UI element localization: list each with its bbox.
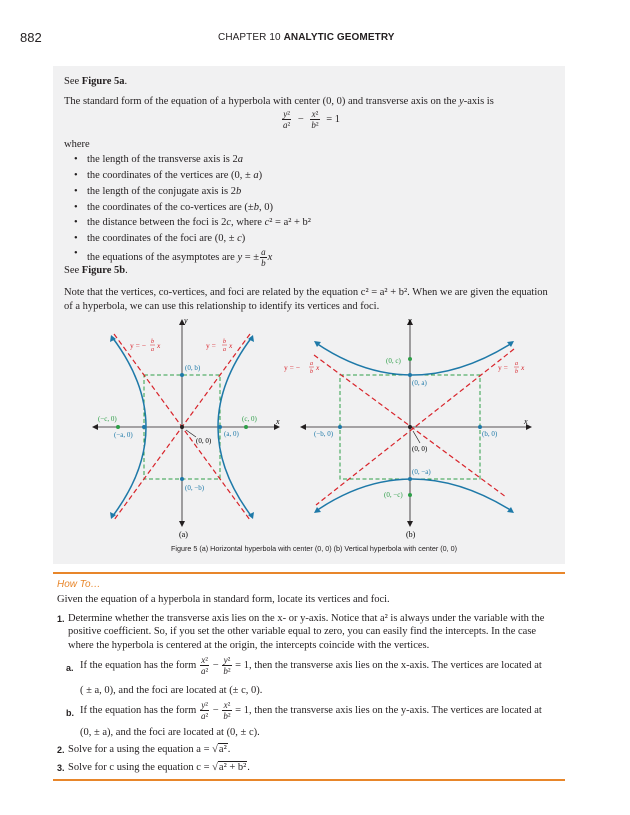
step-b-line-2: (0, ± a), and the foci are located at (0, ± c).	[80, 727, 260, 738]
lower-branch	[316, 479, 512, 511]
figure-a-label: (a)	[179, 530, 188, 539]
step-1-line-1: Determine whether the transverse axis lies on the x- or y-axis. Notice that a² is always under the variable with the	[68, 613, 545, 624]
bullet-conjugate-length: • the length of the conjugate axis is 2b	[87, 185, 241, 198]
svg-text:b: b	[223, 339, 226, 345]
label-c: (c, 0)	[242, 415, 257, 423]
standard-form-text: The standard form of the equation of a hyperbola with center (0, 0) and transverse axis on the y-axis is	[64, 96, 494, 107]
step-2-number: 2.	[57, 745, 65, 755]
label-a: (a, 0)	[224, 430, 239, 438]
asymptote-pos-label: y =	[498, 363, 508, 372]
bullet-transverse-length: • the length of the transverse axis is 2a	[87, 153, 243, 166]
label-0-b: (0, b)	[185, 364, 201, 372]
note-line-2: of a hyperbola, we can use this relationship to identify its vertices and foci.	[64, 301, 380, 312]
see-figure-5a: See Figure 5a.	[64, 76, 128, 87]
svg-text:a: a	[515, 361, 518, 367]
label-origin: (0, 0)	[412, 445, 428, 453]
svg-text:a: a	[223, 347, 226, 353]
label-0-neg-c: (0, −c)	[384, 491, 403, 499]
step-a-line-2: ( ± a, 0), and the foci are located at (± c, 0).	[80, 685, 263, 696]
chapter-title: ANALYTIC GEOMETRY	[283, 32, 395, 43]
howto-top-rule	[53, 572, 565, 574]
standard-equation: $\frac{\text{y²}}{\text{a²}}$ − $\frac{\text{x²}}{\text{b²}}$ = 1	[283, 109, 340, 130]
label-0-neg-b: (0, −b)	[185, 484, 205, 492]
asymptote-neg-label: y = −	[130, 341, 146, 350]
step-a-number: a.	[66, 663, 74, 673]
label-neg-a: (−a, 0)	[114, 431, 133, 439]
howto-title: How To…	[57, 579, 101, 590]
svg-text:x: x	[521, 363, 525, 372]
svg-text:x: x	[316, 363, 320, 372]
label-origin: (0, 0)	[196, 437, 212, 445]
x-axis-label: x	[276, 417, 280, 426]
svg-text:x: x	[229, 341, 233, 350]
upper-branch	[316, 343, 512, 375]
chapter-prefix: CHAPTER 10	[218, 32, 281, 43]
figure-5b	[284, 315, 536, 540]
asymptote-neg-label: y = −	[284, 363, 300, 372]
see-figure-5b: See Figure 5b.	[64, 265, 128, 276]
svg-text:a: a	[310, 361, 313, 367]
step-1-number: 1.	[57, 614, 65, 624]
note-line-1: Note that the vertices, co-vertices, and foci are related by the equation c² = a² + b². When we are given the equation	[64, 287, 548, 298]
step-3-text: Solve for c using the equation c = √a² + b².	[68, 762, 250, 773]
step-2-text: Solve for a using the equation a = √a².	[68, 744, 231, 755]
svg-text:b: b	[151, 339, 154, 345]
bullet-foci-distance: • the distance between the foci is 2c, where c² = a² + b²	[87, 216, 311, 229]
y-axis-label: y	[408, 316, 412, 325]
x-axis-label: x	[524, 417, 528, 426]
figure-5a	[88, 315, 288, 540]
svg-text:b: b	[515, 369, 518, 375]
step-b-number: b.	[66, 708, 74, 718]
bullet-foci-coords: • the coordinates of the foci are (0, ± c)	[87, 232, 245, 245]
asymptote-pos-label: y =	[206, 341, 216, 350]
howto-intro: Given the equation of a hyperbola in standard form, locate its vertices and foci.	[57, 594, 390, 605]
page-number: 882	[20, 30, 42, 45]
x-arrow-left	[92, 424, 98, 430]
svg-text:b: b	[310, 369, 313, 375]
label-b: (b, 0)	[482, 430, 498, 438]
svg-text:x: x	[157, 341, 161, 350]
step-3-number: 3.	[57, 763, 65, 773]
label-neg-b: (−b, 0)	[314, 430, 334, 438]
label-0-c: (0, c)	[386, 357, 401, 365]
howto-bottom-rule	[53, 779, 565, 781]
step-1-line-2: positive coefficient. So, if you set the other variable equal to zero, you can easily find the intercepts. In the case	[68, 626, 537, 637]
figure-b-label: (b)	[406, 530, 416, 539]
label-0-a: (0, a)	[412, 379, 427, 387]
label-0-neg-a: (0, −a)	[412, 468, 431, 476]
bullet-asymptotes: • the equations of the asymptotes are y = ± $\frac{a}{b}$ x	[87, 247, 272, 268]
y-axis-label: y	[184, 316, 188, 325]
chapter-header	[218, 32, 395, 43]
step-1-line-3: where the hyperbola is centered at the origin, the intercepts coincide with the vertices.	[68, 640, 430, 651]
figure-caption: Figure 5 (a) Horizontal hyperbola with center (0, 0) (b) Vertical hyperbola with center (0, 0)	[171, 544, 458, 553]
bullet-covertices: • the coordinates of the co-vertices are (±b, 0)	[87, 201, 273, 214]
label-neg-c: (−c, 0)	[98, 415, 117, 423]
where-label: where	[64, 139, 90, 150]
step-a-line-1: If the equation has the form $\frac{\text{x²}}{\text{a²}}$ − $\frac{\text{y²}}{\text{b²}}$ = 1, then the transverse axis lies on the x-axis. The vertices are located at	[80, 655, 542, 676]
y-arrow-down	[179, 521, 185, 527]
step-b-line-1: If the equation has the form $\frac{\text{y²}}{\text{a²}}$ − $\frac{\text{x²}}{\text{b²}}$ = 1, then the transverse axis lies on the y-axis. The vertices are located at	[80, 700, 542, 721]
bullet-vertices: • the coordinates of the vertices are (0, ± a)	[87, 169, 262, 182]
svg-text:a: a	[151, 347, 154, 353]
